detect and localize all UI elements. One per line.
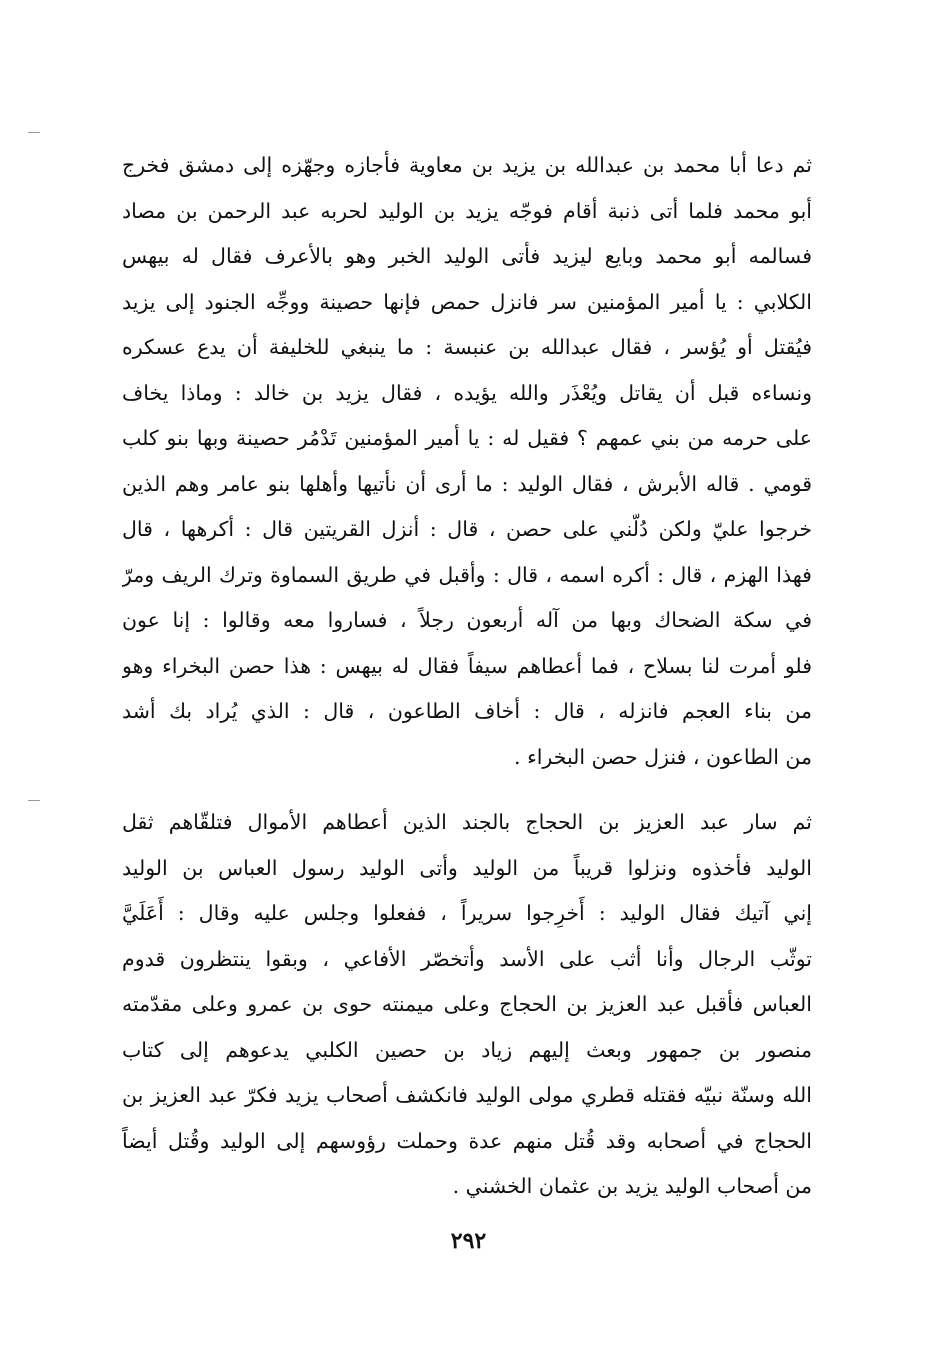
text-line-last: من الطاعون ، فنزل حصن البخراء .	[514, 744, 812, 769]
page-number: ٢٩٢	[450, 1228, 487, 1254]
text-line: فسالمه أبو محمد وبايع ليزيد فأتى الوليد الخبر وهو بالأعرف فقال له بيهس	[122, 244, 812, 268]
text-line: إني آتيك فقال الوليد : أَخرِجوا سريراً ، ففعلوا وجلس عليه وقال : أَعَلَيَّ	[122, 901, 812, 925]
text-line: منصور بن جمهور وبعث إليهم زياد بن حصين الكلبي يدعوهم إلى كتاب	[122, 1037, 812, 1062]
text-line: أبو محمد فلما أتى ذنبة أقام فوجّه يزيد بن الوليد لحربه عبد الرحمن بن مصاد	[122, 198, 812, 223]
text-line-last: من أصحاب الوليد يزيد بن عثمان الخشني .	[452, 1174, 812, 1198]
text-line: فلو أمرت لنا بسلاح ، فما أعطاهم سيفاً فقال له بيهس : هذا حصن البخراء وهو	[122, 653, 812, 678]
text-line: فيُقتل أو يُؤسر ، فقال عبدالله بن عنبسة : ما ينبغي للخليفة أن يدع عسكره	[122, 335, 812, 359]
text-line: فهذا الهزم ، قال : أكره اسمه ، قال : وأقبل في طريق السماوة وترك الريف ومرّ	[122, 562, 812, 587]
text-line: العباس فأقبل عبد العزيز بن الحجاج وعلى ميمنته حوى بن عمرو وعلى مقدّمته	[122, 992, 812, 1016]
text-line: قومي . قاله الأبرش ، فقال الوليد : ما أرى أن نأتيها وأهلها بنو عامر وهم الذين	[122, 471, 812, 496]
text-line: خرجوا عليّ ولكن دُلّني على حصن ، قال : أنزل القريتين قال : أكرهها ، قال	[122, 517, 812, 541]
text-line: على حرمه من بني عمهم ؟ فقيل له : يا أمير المؤمنين تَدْمُر حصينة وبها بنو كلب	[122, 426, 812, 450]
paragraph-2	[122, 800, 812, 1210]
text-line: الوليد فأخذوه ونزلوا قريباً من الوليد وأتى الوليد رسول العباس بن الوليد	[122, 855, 812, 880]
text-line: من بناء العجم فانزله ، قال : أخاف الطاعون ، قال : الذي يُراد بك أشد	[122, 699, 812, 723]
text-line: الحجاج في أصحابه وقد قُتل منهم عدة وحملت رؤوسهم إلى الوليد وقُتل أيضاً	[122, 1128, 812, 1153]
text-line: ثم دعا أبا محمد بن عبدالله بن يزيد بن معاوية فأجازه وجهّزه إلى دمشق فخرج	[122, 153, 812, 177]
text-line: ثم سار عبد العزيز بن الحجاج بالجند الذين أعطاهم الأموال فتلقّاهم ثقل	[122, 810, 812, 834]
margin-mark	[28, 132, 40, 133]
text-line: الكلابي : يا أمير المؤمنين سر فانزل حمص فإنها حصينة ووجِّه الجنود إلى يزيد	[122, 289, 812, 314]
text-line: في سكة الضحاك وبها من آله أربعون رجلاً ، فساروا معه وقالوا : إنا عون	[122, 608, 812, 632]
text-line: الله وسنّة نبيّه فقتله قطري مولى الوليد فانكشف أصحاب يزيد فكرّ عبد العزيز بن	[122, 1083, 812, 1107]
paragraph-1	[122, 143, 812, 780]
text-line: توثّب الرجال وأنا أثب على الأسد وأتخصّر الأفاعي ، وبقوا ينتظرون قدوم	[122, 946, 812, 971]
text-line: ونساءه قبل أن يقاتل ويُعْذَر والله يؤيده ، فقال يزيد بن خالد : وماذا يخاف	[122, 380, 812, 405]
margin-mark	[28, 800, 40, 801]
